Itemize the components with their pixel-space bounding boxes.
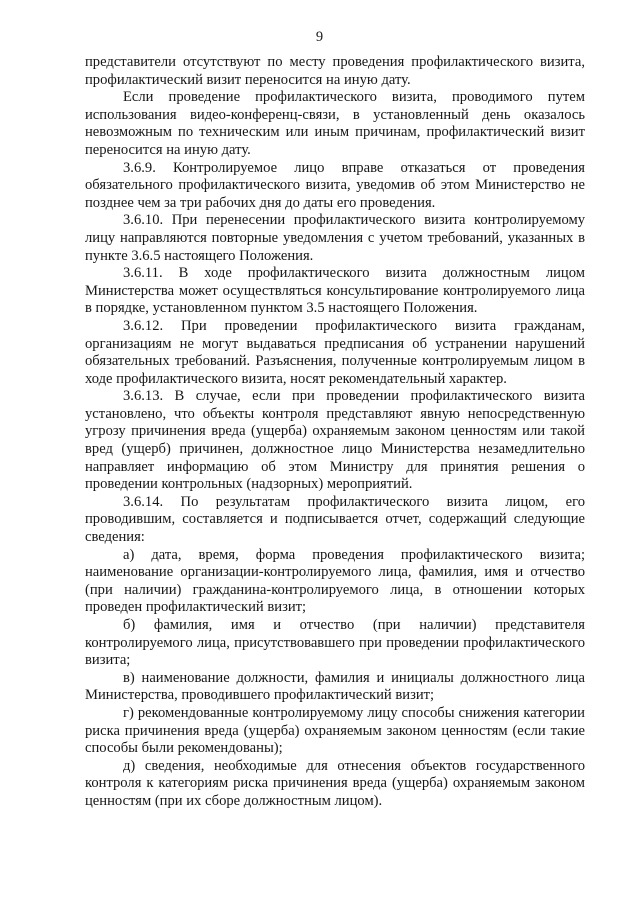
list-item-v: в) наименование должности, фамилия и инициалы должностного лица Министерства, проводившего профилактический визит; [85,669,585,704]
paragraph-continuation: представители отсутствуют по месту проведения профилактического визита, профилактический визит переносится на иную дату. [85,54,585,88]
paragraph-3-6-13: 3.6.13. В случае, если при проведении профилактического визита установлено, что объекты контроля представляют явную непосредственную угрозу причинения вреда (ущерба) охраняемым законом ценностям или такой вред (ущерб) причинен, должностное лицо Министерства незамедлительно направляет информацию об этом Министру для принятия решения о проведении контрольных (надзорных) мероприятий. [85,388,585,493]
paragraph-3-6-9: 3.6.9. Контролируемое лицо вправе отказаться от проведения обязательного профилактического визита, уведомив об этом Министерство не позднее чем за три рабочих дня до даты его проведения. [85,159,585,211]
list-item-b: б) фамилия, имя и отчество (при наличии) представителя контролируемого лица, присутствовавшего при проведении профилактического визита; [85,617,585,669]
list-item-a: а) дата, время, форма проведения профилактического визита; наименование организации-контролируемого лица, фамилия, имя и отчество (при наличии) гражданина-контролируемого лица, в отношении которых проведен профилактический визит; [85,546,585,616]
paragraph-3-6-14: 3.6.14. По результатам профилактического визита лицом, его проводившим, составляется и подписывается отчет, содержащий следующие сведения: [85,493,585,546]
list-item-g: г) рекомендованные контролируемому лицу способы снижения категории риска причинения вреда (ущерба) охраняемым законом ценностям (если такие способы были рекомендованы); [85,704,585,757]
paragraph-3-6-10: 3.6.10. При перенесении профилактического визита контролируемому лицу направляются повторные уведомления с учетом требований, указанных в пункте 3.6.5 настоящего Положения. [85,212,585,264]
paragraph-3-6-12: 3.6.12. При проведении профилактического визита гражданам, организациям не могут выдаваться предписания об устранении нарушений обязательных требований. Разъяснения, полученные контролируемым лицом в ходе профилактического визита, носят рекомендательный характер. [85,317,585,387]
paragraph-video-conference: Если проведение профилактического визита, проводимого путем использования видео-конференц-связи, в установленный день оказалось невозможным по техническим или иным причинам, профилактический визит переносится на иную дату. [85,89,585,158]
page-number: 9 [315,29,324,45]
paragraph-3-6-11: 3.6.11. В ходе профилактического визита должностным лицом Министерства может осуществляться консультирование контролируемого лица в порядке, установленном пунктом 3.5 настоящего Положения. [85,265,585,317]
list-item-d: д) сведения, необходимые для отнесения объектов государственного контроля к категориям риска причинения вреда (ущерба) охраняемым законом ценностям (при их сборе должностным лицом). [85,757,585,809]
document-body [85,54,585,811]
